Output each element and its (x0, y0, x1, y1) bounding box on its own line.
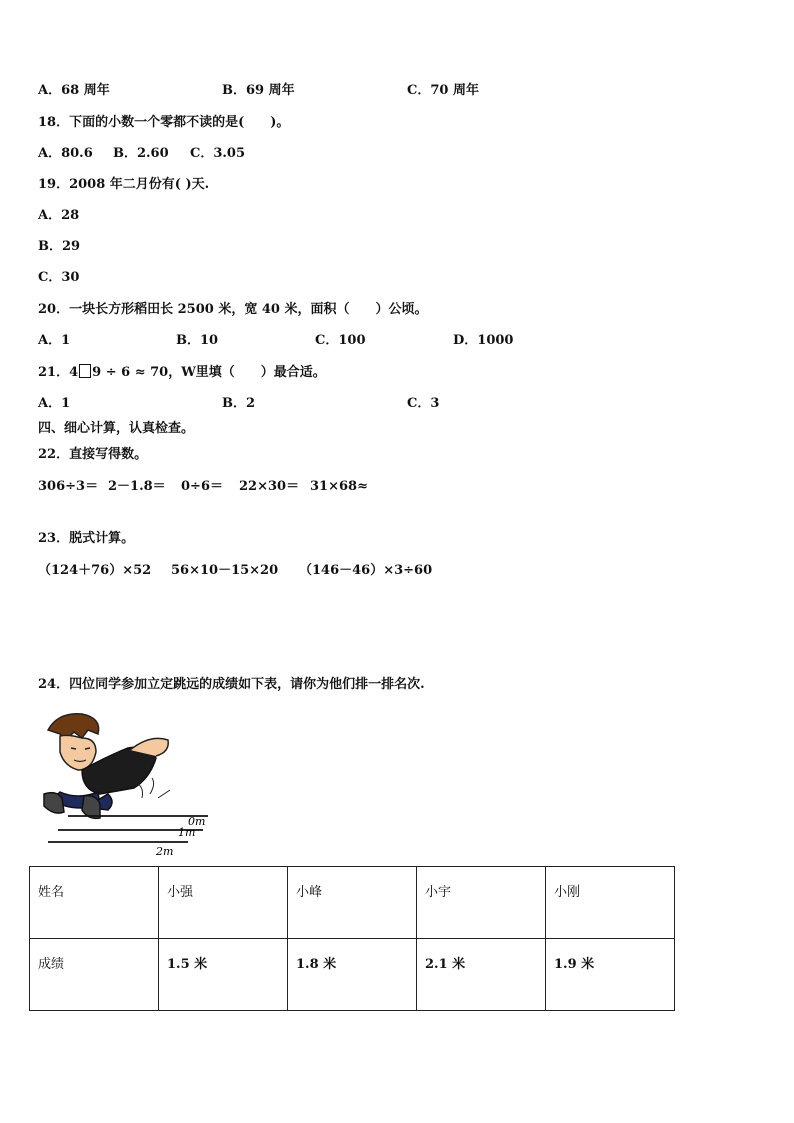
q20-option-d: D．1000 (453, 333, 514, 348)
q22-item-2: 2－1.8＝ (108, 479, 166, 494)
q18-option-a: A．80.6 (38, 146, 93, 161)
q17-option-a: A．68 周年 (38, 83, 110, 98)
section-4-title: 四、细心计算，认真检查。 (38, 421, 195, 436)
q22-item-4: 22×30＝ (239, 479, 300, 494)
q23-item-1: （124＋76）×52 (38, 563, 152, 578)
q21-stem (38, 364, 326, 381)
mark-0m: 0m (188, 815, 206, 828)
score-table (29, 866, 675, 1011)
table-cell: 2.1 米 (417, 939, 546, 1011)
q19-option-a: A．28 (38, 208, 80, 223)
q18-option-b: B．2.60 (113, 146, 169, 161)
q18-option-c: C．3.05 (190, 146, 246, 161)
q20-option-c: C．100 (315, 333, 366, 348)
q22-item-5: 31×68≈ (310, 479, 368, 494)
q21-option-a: A．1 (38, 396, 71, 411)
q20-stem: 20．一块长方形稻田长 2500 米，宽 40 米，面积（ ）公顷。 (38, 302, 428, 317)
q22-item-1: 306÷3＝ (38, 479, 99, 494)
q19-option-c: C．30 (38, 270, 80, 285)
table-cell: 小刚 (546, 867, 675, 939)
table-cell: 1.8 米 (288, 939, 417, 1011)
q22-item-3: 0÷6＝ (181, 479, 223, 494)
table-row (30, 939, 675, 1011)
q24-stem: 24．四位同学参加立定跳远的成绩如下表，请你为他们排一排名次. (38, 677, 425, 692)
q19-option-b: B．29 (38, 239, 81, 254)
q20-option-a: A．1 (38, 333, 71, 348)
table-cell: 1.9 米 (546, 939, 675, 1011)
blank-box (79, 364, 91, 378)
q17-option-c: C．70 周年 (407, 83, 479, 98)
q21-option-b: B．2 (222, 396, 256, 411)
q23-item-2: 56×10－15×20 (171, 563, 279, 578)
q20-option-b: B．10 (176, 333, 219, 348)
mark-2m: 2m (156, 845, 174, 858)
table-cell: 姓名 (30, 867, 159, 939)
q22-stem: 22．直接写得数。 (38, 447, 148, 462)
q23-item-3: （146－46）×3÷60 (299, 563, 433, 578)
q18-stem: 18．下面的小数一个零都不读的是( )。 (38, 115, 290, 130)
table-row (30, 867, 675, 939)
q21-option-c: C．3 (407, 396, 440, 411)
q21-stem-prefix: 21．4 (38, 365, 79, 380)
table-cell: 成绩 (30, 939, 159, 1011)
mark-1m: 1m (178, 826, 196, 839)
table-cell: 小峰 (288, 867, 417, 939)
q21-stem-suffix: 9 ÷ 6 ≈ 70，W里填（ ）最合适。 (92, 365, 326, 380)
q23-stem: 23．脱式计算。 (38, 531, 135, 546)
table-cell: 小宇 (417, 867, 546, 939)
q19-stem: 19．2008 年二月份有( )天. (38, 177, 210, 192)
q17-option-b: B．69 周年 (222, 83, 295, 98)
long-jump-illustration (38, 708, 218, 858)
table-cell: 1.5 米 (159, 939, 288, 1011)
table-cell: 小强 (159, 867, 288, 939)
